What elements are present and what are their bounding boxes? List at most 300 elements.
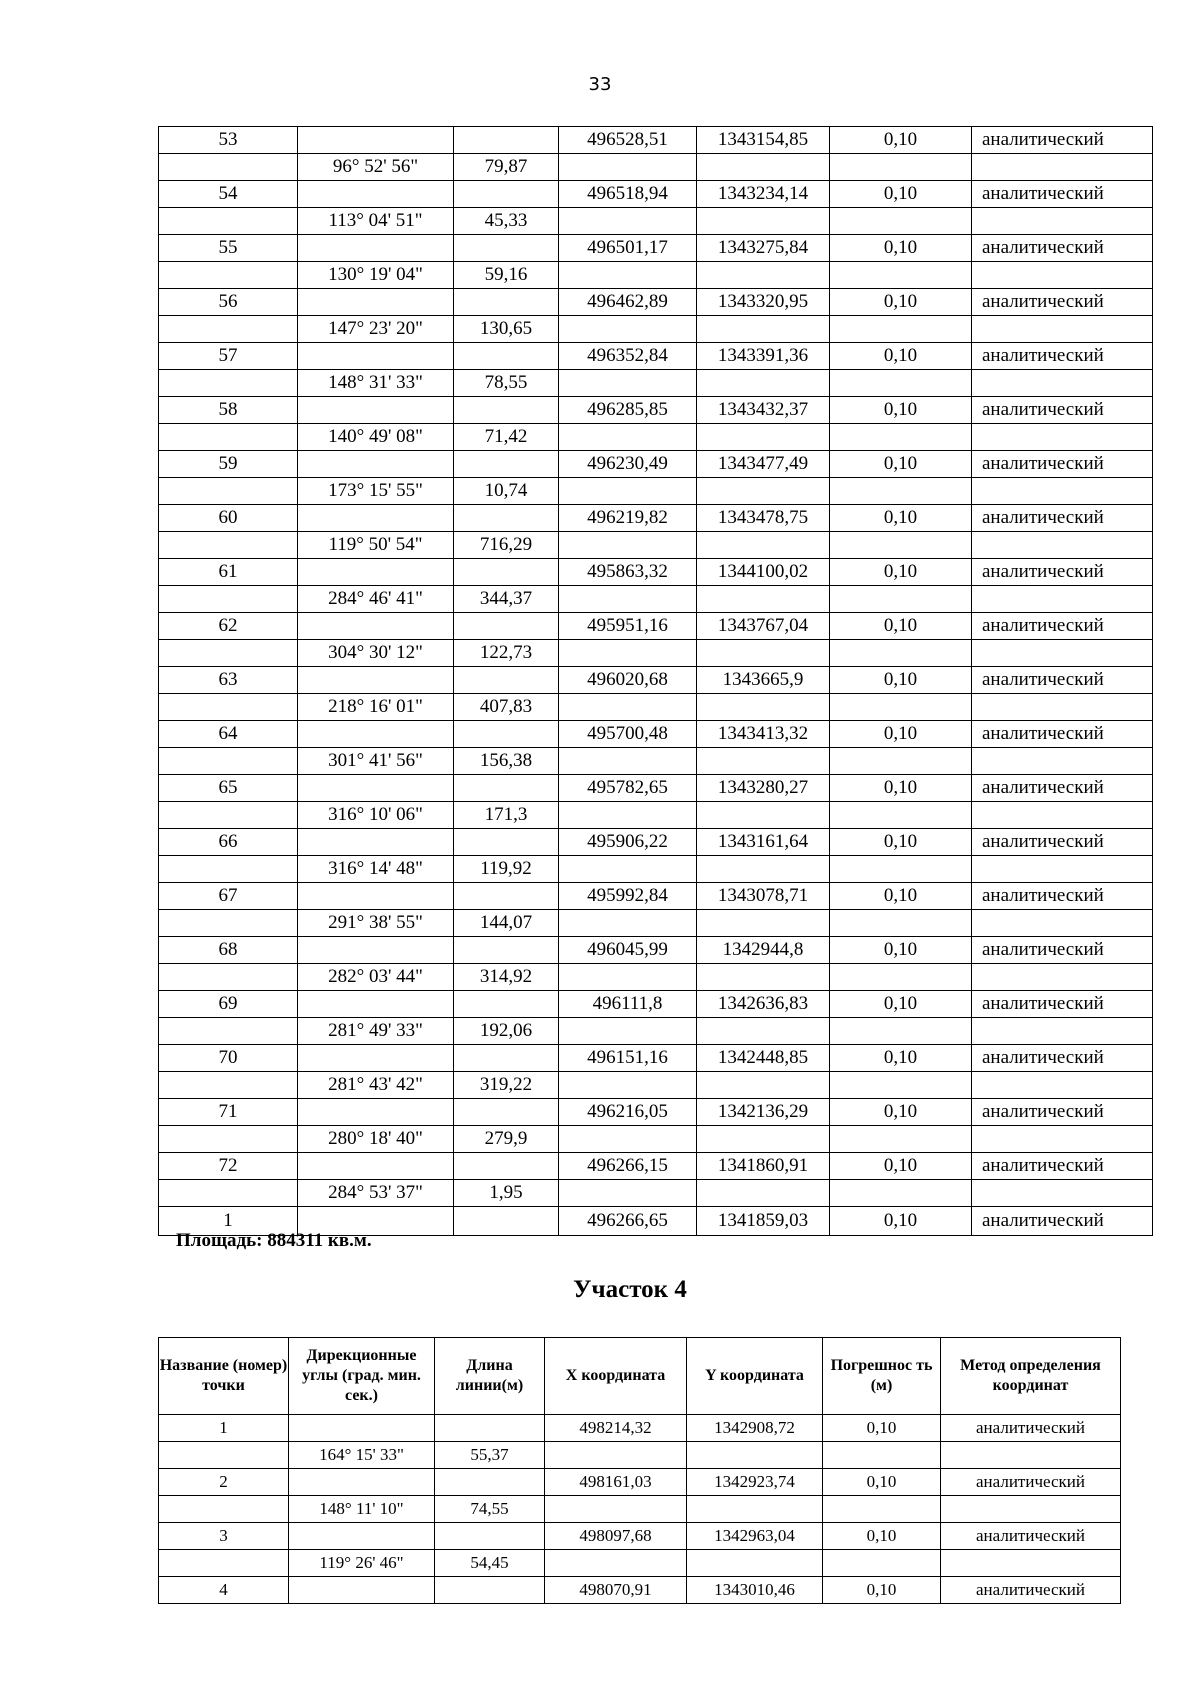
cell-error [830,640,972,667]
cell-x-coordinate [559,370,697,397]
cell-direction-angle [298,235,454,262]
cell-line-length: 407,83 [454,694,559,721]
section-title: Участок 4 [573,1276,687,1303]
cell-y-coordinate: 1343161,64 [697,829,830,856]
cell-error [830,478,972,505]
table-row-segment [159,586,1153,613]
cell-x-coordinate [559,1180,697,1207]
cell-error [830,532,972,559]
cell-point-name: 55 [159,235,298,262]
cell-direction-angle [298,991,454,1018]
cell-line-length [454,505,559,532]
table-row-point [159,1415,1121,1442]
cell-line-length [435,1523,545,1550]
cell-x-coordinate [545,1550,687,1577]
cell-x-coordinate [559,964,697,991]
table-row-point [159,775,1153,802]
cell-y-coordinate [697,1126,830,1153]
cell-method [972,694,1153,721]
cell-method [972,478,1153,505]
cell-method: аналитический [972,505,1153,532]
cell-point-name [159,748,298,775]
cell-method: аналитический [972,775,1153,802]
cell-y-coordinate: 1343477,49 [697,451,830,478]
cell-point-name: 65 [159,775,298,802]
cell-y-coordinate: 1343280,27 [697,775,830,802]
cell-direction-angle [298,451,454,478]
cell-line-length: 171,3 [454,802,559,829]
header-x-coordinate: X координата [545,1338,687,1415]
cell-line-length [454,937,559,964]
cell-error: 0,10 [830,505,972,532]
cell-direction-angle [298,1045,454,1072]
table-row-point [159,559,1153,586]
cell-point-name: 66 [159,829,298,856]
cell-error [830,910,972,937]
cell-x-coordinate [559,478,697,505]
cell-method: аналитический [972,343,1153,370]
cell-line-length: 192,06 [454,1018,559,1045]
cell-x-coordinate: 496230,49 [559,451,697,478]
cell-x-coordinate: 495992,84 [559,883,697,910]
cell-x-coordinate: 498214,32 [545,1415,687,1442]
cell-point-name [159,316,298,343]
cell-y-coordinate: 1343767,04 [697,613,830,640]
table-row-point [159,289,1153,316]
cell-error: 0,10 [830,721,972,748]
table-header-row [159,1338,1121,1415]
cell-error: 0,10 [830,289,972,316]
cell-y-coordinate: 1344100,02 [697,559,830,586]
cell-line-length: 78,55 [454,370,559,397]
cell-point-name: 67 [159,883,298,910]
cell-point-name [159,1442,289,1469]
cell-y-coordinate: 1342944,8 [697,937,830,964]
cell-x-coordinate [559,694,697,721]
cell-y-coordinate: 1343432,37 [697,397,830,424]
cell-x-coordinate: 496216,05 [559,1099,697,1126]
cell-line-length: 71,42 [454,424,559,451]
page-number: 33 [588,74,612,95]
cell-point-name [159,262,298,289]
cell-direction-angle: 281° 43' 42" [298,1072,454,1099]
cell-line-length [454,667,559,694]
cell-line-length: 1,95 [454,1180,559,1207]
cell-direction-angle [298,937,454,964]
cell-x-coordinate [559,1072,697,1099]
cell-direction-angle: 130° 19' 04" [298,262,454,289]
cell-direction-angle [289,1469,435,1496]
cell-point-name: 62 [159,613,298,640]
table-row-point [159,721,1153,748]
cell-point-name [159,694,298,721]
cell-y-coordinate: 1342448,85 [697,1045,830,1072]
table-row-segment [159,478,1153,505]
cell-point-name: 63 [159,667,298,694]
cell-point-name [159,586,298,613]
cell-direction-angle: 301° 41' 56" [298,748,454,775]
cell-line-length [435,1415,545,1442]
cell-x-coordinate [559,856,697,883]
cell-error [830,424,972,451]
cell-y-coordinate [697,1018,830,1045]
cell-y-coordinate: 1343154,85 [697,127,830,154]
cell-y-coordinate [697,802,830,829]
cell-direction-angle [298,721,454,748]
table-row-segment [159,1180,1153,1207]
table-row-point [159,1577,1121,1604]
cell-x-coordinate [559,154,697,181]
cell-point-name: 1 [159,1207,298,1236]
table-row-segment [159,910,1153,937]
cell-y-coordinate [687,1550,823,1577]
cell-method [972,640,1153,667]
cell-y-coordinate: 1341859,03 [697,1207,830,1236]
cell-direction-angle: 291° 38' 55" [298,910,454,937]
cell-x-coordinate [559,640,697,667]
cell-point-name [159,910,298,937]
cell-method: аналитический [972,559,1153,586]
cell-point-name: 4 [159,1577,289,1604]
table-row-point [159,1523,1121,1550]
cell-method [972,1180,1153,1207]
cell-direction-angle: 284° 46' 41" [298,586,454,613]
cell-line-length [435,1577,545,1604]
table-row-point [159,451,1153,478]
cell-direction-angle: 119° 50' 54" [298,532,454,559]
cell-error [830,856,972,883]
cell-line-length: 122,73 [454,640,559,667]
cell-error [830,748,972,775]
cell-error [830,1180,972,1207]
cell-x-coordinate: 496518,94 [559,181,697,208]
table-row-point [159,1153,1153,1180]
cell-x-coordinate: 496151,16 [559,1045,697,1072]
cell-line-length: 344,37 [454,586,559,613]
cell-direction-angle [298,613,454,640]
cell-y-coordinate [697,964,830,991]
table-row-segment [159,208,1153,235]
table-row-point [159,991,1153,1018]
cell-method [972,910,1153,937]
cell-method [941,1442,1121,1469]
cell-y-coordinate [687,1496,823,1523]
cell-y-coordinate: 1343010,46 [687,1577,823,1604]
cell-error: 0,10 [830,613,972,640]
cell-error: 0,10 [823,1523,941,1550]
table-row-segment [159,532,1153,559]
cell-x-coordinate [559,748,697,775]
cell-direction-angle [298,343,454,370]
cell-direction-angle: 147° 23' 20" [298,316,454,343]
cell-x-coordinate [559,208,697,235]
cell-direction-angle [298,397,454,424]
cell-error [830,1072,972,1099]
cell-y-coordinate [697,478,830,505]
cell-direction-angle [298,775,454,802]
cell-method: аналитический [972,937,1153,964]
cell-y-coordinate: 1343391,36 [697,343,830,370]
cell-point-name: 53 [159,127,298,154]
table-row-point [159,613,1153,640]
cell-point-name [159,640,298,667]
cell-x-coordinate [559,262,697,289]
table-row-segment [159,964,1153,991]
cell-point-name: 54 [159,181,298,208]
coordinates-table-plot-4 [158,1337,1121,1604]
cell-direction-angle [298,505,454,532]
cell-method: аналитический [972,127,1153,154]
cell-direction-angle: 148° 31' 33" [298,370,454,397]
cell-method: аналитический [972,883,1153,910]
cell-direction-angle: 316° 14' 48" [298,856,454,883]
cell-line-length [454,451,559,478]
cell-method [972,154,1153,181]
cell-direction-angle: 173° 15' 55" [298,478,454,505]
cell-method: аналитический [972,613,1153,640]
cell-line-length [454,127,559,154]
table-row-segment [159,262,1153,289]
cell-x-coordinate [545,1496,687,1523]
cell-y-coordinate [697,748,830,775]
table-row-segment [159,1550,1121,1577]
cell-line-length: 45,33 [454,208,559,235]
cell-direction-angle [289,1577,435,1604]
cell-method: аналитический [972,181,1153,208]
cell-method [941,1550,1121,1577]
table-row-segment [159,748,1153,775]
cell-x-coordinate: 496501,17 [559,235,697,262]
cell-method: аналитический [972,235,1153,262]
cell-point-name: 61 [159,559,298,586]
cell-x-coordinate [559,316,697,343]
cell-x-coordinate: 496266,15 [559,1153,697,1180]
cell-point-name: 69 [159,991,298,1018]
cell-error: 0,10 [830,667,972,694]
header-line-length: Длина линии(м) [435,1338,545,1415]
cell-y-coordinate: 1343320,95 [697,289,830,316]
cell-error: 0,10 [830,883,972,910]
cell-y-coordinate [697,532,830,559]
cell-x-coordinate: 495782,65 [559,775,697,802]
cell-error: 0,10 [830,1207,972,1236]
cell-method: аналитический [972,829,1153,856]
cell-y-coordinate: 1343413,32 [697,721,830,748]
cell-error: 0,10 [830,1099,972,1126]
cell-y-coordinate [697,1180,830,1207]
cell-error: 0,10 [830,235,972,262]
table-row-point [159,235,1153,262]
cell-line-length [454,343,559,370]
coordinates-table-continued [158,126,1153,1236]
table-row-segment [159,1072,1153,1099]
cell-point-name [159,532,298,559]
header-error: Погрешнос ть (м) [823,1338,941,1415]
cell-method: аналитический [972,289,1153,316]
cell-point-name: 59 [159,451,298,478]
cell-x-coordinate [559,910,697,937]
cell-x-coordinate: 496045,99 [559,937,697,964]
cell-point-name: 72 [159,1153,298,1180]
cell-y-coordinate [697,262,830,289]
cell-method: аналитический [972,721,1153,748]
cell-line-length [454,829,559,856]
cell-method [972,802,1153,829]
cell-method [972,1018,1153,1045]
header-point-name: Название (номер) точки [159,1338,289,1415]
table-row-point [159,397,1153,424]
cell-line-length [454,235,559,262]
table-row-segment [159,1442,1121,1469]
cell-error: 0,10 [823,1577,941,1604]
table-row-segment [159,370,1153,397]
table-row-segment [159,640,1153,667]
cell-x-coordinate: 495863,32 [559,559,697,586]
table-row-point [159,829,1153,856]
cell-y-coordinate [697,208,830,235]
table-row-point [159,181,1153,208]
table-row-segment [159,856,1153,883]
cell-error: 0,10 [830,1045,972,1072]
cell-line-length: 716,29 [454,532,559,559]
cell-direction-angle: 148° 11' 10" [289,1496,435,1523]
cell-error [830,154,972,181]
cell-error [830,208,972,235]
cell-direction-angle: 304° 30' 12" [298,640,454,667]
cell-method: аналитический [941,1523,1121,1550]
cell-direction-angle [298,883,454,910]
area-label: Площадь: 884311 кв.м. [176,1230,372,1251]
cell-direction-angle [298,127,454,154]
cell-point-name [159,1126,298,1153]
cell-point-name: 57 [159,343,298,370]
cell-line-length [454,559,559,586]
cell-line-length: 119,92 [454,856,559,883]
cell-error: 0,10 [830,1153,972,1180]
cell-error: 0,10 [823,1415,941,1442]
cell-method [972,316,1153,343]
cell-direction-angle: 280° 18' 40" [298,1126,454,1153]
cell-direction-angle: 119° 26' 46" [289,1550,435,1577]
cell-point-name: 2 [159,1469,289,1496]
header-direction-angle: Дирекционные углы (град. мин. сек.) [289,1338,435,1415]
cell-method: аналитический [972,1099,1153,1126]
cell-line-length [454,397,559,424]
cell-x-coordinate [545,1442,687,1469]
table-row-point [159,1469,1121,1496]
cell-error: 0,10 [823,1469,941,1496]
cell-error: 0,10 [830,937,972,964]
cell-x-coordinate: 496285,85 [559,397,697,424]
cell-line-length [435,1469,545,1496]
header-y-coordinate: Y координата [687,1338,823,1415]
cell-point-name [159,1496,289,1523]
table-row-segment [159,154,1153,181]
cell-error: 0,10 [830,181,972,208]
cell-line-length [454,1153,559,1180]
cell-line-length: 59,16 [454,262,559,289]
table-row-point [159,1099,1153,1126]
cell-point-name [159,1550,289,1577]
cell-y-coordinate: 1343665,9 [697,667,830,694]
cell-line-length: 314,92 [454,964,559,991]
cell-method: аналитический [972,1153,1153,1180]
cell-point-name: 70 [159,1045,298,1072]
cell-line-length: 55,37 [435,1442,545,1469]
cell-line-length: 130,65 [454,316,559,343]
cell-line-length: 79,87 [454,154,559,181]
cell-x-coordinate: 495906,22 [559,829,697,856]
cell-error [830,262,972,289]
cell-line-length: 156,38 [454,748,559,775]
cell-line-length [454,1099,559,1126]
cell-error: 0,10 [830,775,972,802]
cell-y-coordinate: 1343078,71 [697,883,830,910]
cell-error [823,1442,941,1469]
cell-method: аналитический [972,991,1153,1018]
cell-direction-angle: 164° 15' 33" [289,1442,435,1469]
cell-direction-angle [289,1523,435,1550]
cell-line-length [454,613,559,640]
cell-point-name [159,964,298,991]
cell-y-coordinate [697,640,830,667]
cell-direction-angle: 316° 10' 06" [298,802,454,829]
table-row-point [159,883,1153,910]
table-row-point [159,343,1153,370]
cell-method: аналитический [972,1045,1153,1072]
cell-direction-angle [298,559,454,586]
cell-x-coordinate: 498070,91 [545,1577,687,1604]
cell-error [830,370,972,397]
cell-point-name [159,208,298,235]
cell-y-coordinate [697,424,830,451]
cell-y-coordinate [697,316,830,343]
cell-y-coordinate: 1341860,91 [697,1153,830,1180]
table-row-segment [159,694,1153,721]
cell-x-coordinate [559,1018,697,1045]
cell-point-name [159,1018,298,1045]
cell-line-length: 54,45 [435,1550,545,1577]
cell-direction-angle [298,667,454,694]
cell-direction-angle: 96° 52' 56" [298,154,454,181]
cell-x-coordinate: 495700,48 [559,721,697,748]
cell-y-coordinate [697,1072,830,1099]
cell-method: аналитический [941,1469,1121,1496]
cell-x-coordinate: 496528,51 [559,127,697,154]
cell-x-coordinate [559,424,697,451]
cell-y-coordinate [697,370,830,397]
cell-method [972,424,1153,451]
cell-error [830,1126,972,1153]
cell-error: 0,10 [830,559,972,586]
cell-error [830,694,972,721]
cell-y-coordinate [687,1442,823,1469]
cell-x-coordinate [559,586,697,613]
cell-line-length [454,1207,559,1236]
cell-direction-angle [298,829,454,856]
table-row-point [159,1045,1153,1072]
cell-error: 0,10 [830,127,972,154]
cell-method [972,964,1153,991]
cell-x-coordinate: 496352,84 [559,343,697,370]
cell-error [830,802,972,829]
cell-y-coordinate [697,856,830,883]
cell-point-name [159,424,298,451]
cell-y-coordinate: 1343234,14 [697,181,830,208]
cell-x-coordinate: 495951,16 [559,613,697,640]
table-row-point [159,127,1153,154]
cell-direction-angle [298,1153,454,1180]
